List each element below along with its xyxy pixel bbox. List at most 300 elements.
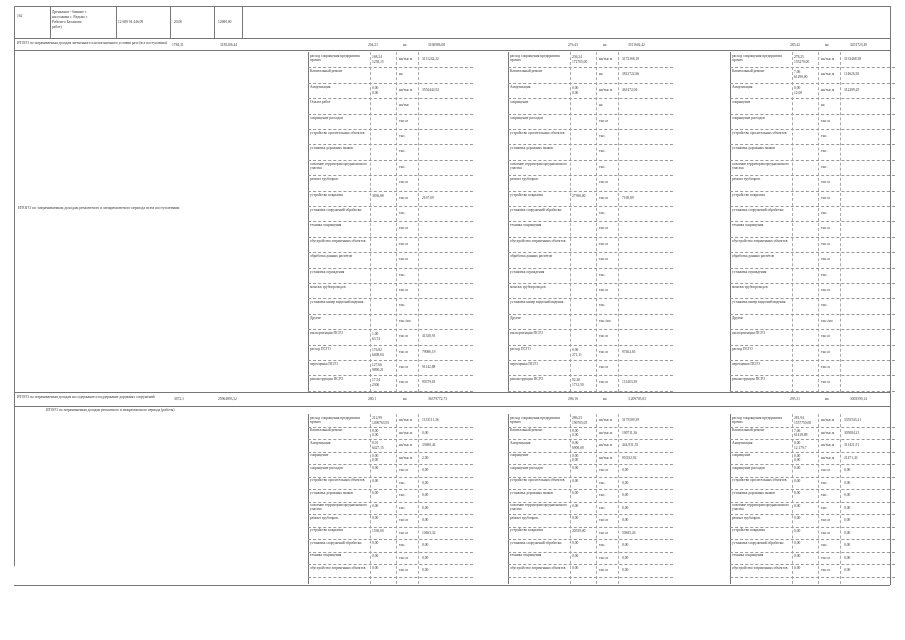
item-name: Капитальный ремонт bbox=[732, 69, 765, 74]
item-unit: на/тыс.м bbox=[599, 443, 613, 447]
item-unit: тыс.м bbox=[399, 195, 408, 200]
item-unit: тыс.м bbox=[599, 568, 608, 572]
item-name: обустройство затраченных объектов bbox=[510, 238, 566, 243]
item-name: освоение территории преднасыпного участка bbox=[310, 503, 367, 511]
row-border bbox=[14, 50, 890, 51]
item-unit: тыс. bbox=[399, 493, 406, 497]
item-name: освоение территории преднасыпного участка bbox=[732, 161, 789, 170]
item-unit: тыс. bbox=[599, 134, 606, 138]
item-name: монтаж трубопроводов bbox=[732, 285, 768, 289]
item-name: расход сокращения предприятия прочих bbox=[310, 415, 360, 424]
item-value: 0,00 bbox=[622, 493, 629, 497]
item-value: 311421,51 bbox=[844, 443, 860, 447]
item-unit: тыс. bbox=[821, 164, 828, 169]
table-row bbox=[508, 129, 673, 130]
item-name: техника сокращения bbox=[310, 553, 342, 557]
item-quantity: 172705,00 bbox=[572, 60, 588, 64]
item-value: 0,00 bbox=[844, 530, 851, 535]
item-value: 0,00 bbox=[622, 505, 629, 510]
item-value: 0,00 bbox=[422, 568, 429, 572]
item-name: сокращение расходов bbox=[732, 115, 765, 120]
item-name: устройство покрытия bbox=[510, 192, 543, 197]
table-row bbox=[730, 345, 895, 346]
item-name: установка дорожных знаков bbox=[510, 490, 553, 495]
item-unit: тыс. bbox=[599, 303, 606, 308]
item-unit: тыс. bbox=[399, 149, 406, 154]
item-unit: тыс. bbox=[399, 303, 406, 308]
item-name: монтаж трубопроводов bbox=[310, 285, 346, 289]
table-row bbox=[308, 298, 473, 299]
item-name: сокращение расходов bbox=[510, 115, 543, 120]
item-unit: тыс.м bbox=[399, 226, 408, 231]
item-value: 3133468,38 bbox=[844, 57, 862, 61]
item-unit: тыс.м bbox=[821, 349, 830, 354]
item-name: ремонт трубопров. bbox=[510, 177, 539, 182]
item-value: 0,00 bbox=[622, 518, 629, 522]
item-quantity: 20539,00 bbox=[572, 528, 586, 533]
item-quantity: 9890,21 bbox=[372, 368, 384, 372]
item-unit: тыс.м bbox=[821, 257, 830, 262]
table-row bbox=[508, 283, 673, 284]
item-unit: тыс.м bbox=[399, 568, 408, 572]
item-name: техника сокращения bbox=[510, 223, 542, 228]
item-quantity: 0,00 bbox=[372, 466, 379, 470]
item-unit: тыс.м bbox=[599, 288, 608, 292]
item-unit: тыс. bbox=[821, 272, 828, 277]
table-row bbox=[508, 160, 673, 161]
item-quantity: 0,00 bbox=[794, 553, 801, 558]
item-unit: тыс.м bbox=[599, 468, 608, 472]
item-value: 10465,32 bbox=[422, 530, 436, 535]
section-label: ИТОГО по затрачиваемым доходам ремонтного и межремонтного периода всем поступлениям bbox=[18, 205, 180, 210]
item-name: установка ограждения bbox=[732, 269, 767, 274]
item-quantity: 0,00 bbox=[572, 433, 579, 437]
table-row bbox=[308, 314, 473, 315]
item-value: 305084,21 bbox=[844, 430, 860, 435]
item-name: установка ограждения bbox=[510, 269, 545, 274]
item-name: паспортизация ПСГО bbox=[510, 331, 544, 336]
item-name: устройство оросительных объектов bbox=[510, 131, 565, 135]
item-unit: тыс.м bbox=[599, 226, 608, 231]
table-row bbox=[508, 221, 673, 222]
item-unit: тыс. bbox=[599, 480, 606, 485]
summary-value: 3451723,49 bbox=[850, 43, 868, 47]
item-name: устройство покрытия bbox=[732, 528, 765, 532]
item-quantity: 0,00 bbox=[572, 541, 579, 545]
item-unit: тыс.м bbox=[399, 180, 408, 185]
item-unit: тыс. bbox=[821, 480, 828, 485]
item-name: устройство оросительных объектов bbox=[310, 131, 365, 135]
item-name: сокращение bbox=[732, 100, 751, 105]
item-name: переоценка ПСГО bbox=[510, 362, 538, 366]
table-row bbox=[508, 329, 673, 330]
item-name: сокращение bbox=[510, 100, 529, 105]
item-value: 0,00 bbox=[422, 518, 429, 522]
item-unit: тыс./км bbox=[399, 318, 411, 323]
table-row bbox=[508, 98, 673, 99]
item-unit: тыс.м bbox=[821, 468, 830, 472]
item-unit: тыс.м bbox=[599, 380, 608, 385]
item-name: расход сокращения предприятия прочих bbox=[510, 415, 560, 424]
item-unit: тыс.м bbox=[821, 334, 830, 339]
table-row bbox=[308, 114, 473, 115]
item-unit: тыс.м bbox=[399, 349, 408, 354]
item-unit: тыс.м bbox=[821, 226, 830, 231]
item-unit: на bbox=[599, 72, 603, 77]
summary-unit: на bbox=[403, 397, 407, 401]
item-unit: тыс.м bbox=[821, 555, 830, 560]
row-border bbox=[14, 38, 890, 39]
item-unit: тыс.м bbox=[821, 288, 830, 292]
summary-value: 36379772,73 bbox=[428, 397, 447, 401]
table-row bbox=[308, 160, 473, 161]
item-name: ремонт трубопров. bbox=[310, 515, 339, 520]
table-row bbox=[308, 129, 473, 130]
summary-value: 3511602,42 bbox=[628, 43, 645, 47]
item-value: 461472,04 bbox=[622, 87, 638, 92]
item-name: Капитальный ремонт bbox=[310, 428, 343, 432]
item-quantity: 271,11 bbox=[572, 352, 582, 357]
item-name: паспортизация ПСГО bbox=[732, 331, 766, 336]
item-unit: тыс.м bbox=[399, 530, 408, 535]
column-rule bbox=[50, 6, 51, 38]
item-name: Капитальный ремонт bbox=[732, 428, 765, 432]
item-quantity: 12,179,7 bbox=[794, 445, 807, 450]
item-value: 3812722,66 bbox=[622, 72, 640, 77]
item-name: расход сокращения предприятия прочих bbox=[510, 54, 560, 62]
item-name: расход ПСГО bbox=[310, 346, 331, 351]
item-value: 0,00 bbox=[844, 480, 851, 485]
item-name: переоценка ПСГО bbox=[732, 362, 760, 366]
table-row bbox=[308, 237, 473, 238]
table-row bbox=[508, 375, 673, 376]
column-rule bbox=[242, 6, 243, 38]
item-name: обустройство затраченных объектов bbox=[310, 238, 366, 243]
table-row bbox=[308, 83, 473, 84]
item-name: Капитальный ремонт bbox=[510, 69, 543, 74]
item-unit: тыс. bbox=[599, 272, 606, 277]
item-unit: на/тыс.м bbox=[399, 87, 413, 92]
item-value: 0,00 bbox=[422, 543, 429, 547]
summary-value: 3160986,08 bbox=[428, 43, 446, 47]
item-name: техника сокращения bbox=[310, 223, 342, 228]
item-unit: тыс. bbox=[399, 272, 406, 277]
item-unit: на/тыс.м bbox=[821, 87, 835, 92]
item-value: 0,00 bbox=[622, 480, 629, 485]
item-quantity: 0,00 bbox=[572, 516, 579, 520]
item-name: установка дорожных знаков bbox=[310, 490, 353, 495]
item-name: установка дорожных знаков bbox=[310, 146, 353, 151]
item-value: 0,00 bbox=[422, 468, 429, 472]
summary-value: 3003590,14 bbox=[850, 397, 868, 401]
item-name: установка дорожных знаков bbox=[732, 146, 775, 151]
bottom-border bbox=[14, 585, 890, 586]
item-quantity: 0,00 bbox=[794, 528, 801, 533]
item-name: Капитальный ремонт bbox=[310, 69, 343, 74]
item-name: обработка данных расчётов bbox=[732, 254, 775, 259]
item-quantity: 0,00 bbox=[372, 491, 379, 495]
item-quantity: 0,00 bbox=[372, 566, 379, 570]
table-row bbox=[730, 83, 895, 84]
item-value: 0,00 bbox=[844, 505, 851, 510]
item-name: ремонт трубопров. bbox=[310, 177, 339, 182]
item-name: устройство покрытия bbox=[732, 192, 765, 197]
item-name: освоение территории преднасыпного участка bbox=[510, 503, 567, 511]
item-quantity: 1,00 bbox=[372, 332, 379, 337]
item-name: ремонт трубопров. bbox=[510, 515, 539, 520]
item-name: Другие bbox=[310, 315, 321, 320]
table-row bbox=[308, 191, 473, 192]
item-name: обработка данных расчётов bbox=[310, 254, 353, 259]
item-quantity: 286,23 bbox=[572, 416, 582, 420]
item-quantity: 0,00 bbox=[572, 478, 579, 483]
item-unit: тыс.м bbox=[599, 518, 608, 522]
item-name: Амортизация bbox=[310, 440, 331, 445]
item-quantity: 0,00 bbox=[794, 453, 801, 458]
item-value: 0,00 bbox=[422, 555, 429, 560]
item-value: 2,00 bbox=[422, 455, 429, 460]
table-row bbox=[308, 375, 473, 376]
summary-value: 3,209705,03 bbox=[628, 397, 646, 401]
item-name: сокращение расходов bbox=[310, 115, 343, 120]
item-unit: тыс.м bbox=[821, 118, 830, 123]
item-quantity: 27396,00 bbox=[572, 193, 586, 198]
table-row bbox=[508, 144, 673, 145]
item-unit: тыс.м bbox=[821, 365, 830, 369]
item-name: обработка данных расчётов bbox=[510, 254, 553, 259]
item-quantity: 127,66 bbox=[372, 363, 382, 367]
item-unit: на/тыс.м bbox=[399, 455, 413, 460]
table-row bbox=[508, 360, 673, 361]
item-unit: тыс. bbox=[599, 149, 606, 154]
item-quantity: 0,00 bbox=[572, 503, 579, 508]
item-unit: тыс.м bbox=[599, 555, 608, 560]
row-border bbox=[14, 392, 890, 393]
item-name: установка сооружений обработки bbox=[510, 208, 562, 212]
table-row bbox=[308, 329, 473, 330]
item-quantity: 2306 bbox=[372, 383, 380, 388]
item-unit: тыс. bbox=[599, 493, 606, 497]
item-name: реконструкция ПСГО bbox=[732, 377, 766, 382]
item-unit: на bbox=[821, 103, 825, 108]
item-quantity: 0,00 bbox=[572, 453, 579, 458]
item-unit: тыс.м bbox=[399, 118, 408, 123]
item-name: сокращение расходов bbox=[310, 465, 343, 470]
item-unit: тыс. bbox=[599, 543, 606, 547]
item-quantity: 168,24 bbox=[372, 55, 382, 59]
summary-unit: на bbox=[603, 397, 607, 401]
item-name: сокращение bbox=[732, 453, 751, 457]
row-number: 162 bbox=[17, 14, 23, 18]
item-unit: на/тыс.м bbox=[599, 57, 613, 61]
summary-unit: на bbox=[825, 43, 829, 47]
item-name: сокращение расходов bbox=[732, 465, 765, 470]
item-name: установка камер видеонаблюдения bbox=[732, 300, 786, 305]
total-value: 3072,1 bbox=[174, 397, 184, 401]
row-description: работ) bbox=[52, 25, 62, 29]
item-value: 33690,44 bbox=[422, 443, 436, 447]
item-name: устройство покрытия bbox=[310, 528, 343, 532]
summary-value: 204,21 bbox=[368, 43, 378, 47]
table-row bbox=[508, 237, 673, 238]
item-value: 0,00 bbox=[622, 568, 629, 572]
item-name: паспортизация ПСГО bbox=[310, 331, 344, 336]
table-row bbox=[308, 221, 473, 222]
item-quantity: 0,00 bbox=[794, 516, 801, 520]
item-quantity: 0,00 bbox=[794, 503, 801, 508]
item-name: Амортизация bbox=[310, 84, 331, 89]
item-name: установка камер видеонаблюдения bbox=[310, 300, 364, 305]
summary-value: 276,43 bbox=[568, 43, 578, 47]
item-unit: на/тыс.м bbox=[399, 418, 413, 422]
item-unit: тыс. bbox=[821, 134, 828, 138]
table-row bbox=[308, 268, 473, 269]
item-unit: тыс. bbox=[821, 303, 828, 308]
item-unit: тыс. bbox=[599, 505, 606, 510]
table-row bbox=[730, 98, 895, 99]
subsection-label: ИТОГО по затрачиваемым доходам ремонтного и межремонтного периода (работы) bbox=[46, 408, 175, 412]
item-unit: тыс.м bbox=[599, 530, 608, 535]
item-unit: тыс. bbox=[821, 149, 828, 154]
item-name: Амортизация bbox=[510, 84, 531, 89]
item-unit: тыс.м bbox=[399, 288, 408, 292]
item-quantity: 190705,05 bbox=[572, 420, 588, 425]
item-value: 79086,19 bbox=[422, 349, 436, 354]
summary-value: 295,31 bbox=[790, 397, 800, 401]
column-rule bbox=[116, 6, 117, 38]
item-name: установка дорожных знаков bbox=[732, 490, 775, 495]
item-unit: на/тыс.м bbox=[399, 443, 413, 447]
item-quantity: 0,00 bbox=[794, 85, 801, 90]
item-unit: тыс. bbox=[821, 505, 828, 510]
item-unit: на/тыс.м bbox=[821, 455, 835, 460]
total-label: ИТОГО по затрачиваемым доходам затененного и непогашенного условия разл (все поступления) bbox=[17, 41, 168, 45]
item-unit: на/тыс.м bbox=[821, 57, 835, 61]
item-unit: тыс.м bbox=[399, 241, 408, 246]
item-quantity: 0,00 bbox=[572, 428, 579, 433]
item-quantity: 0,96 bbox=[572, 347, 579, 352]
item-value: 0,00 bbox=[844, 468, 851, 472]
item-value: 190711,36 bbox=[622, 430, 638, 435]
item-value: 0,00 bbox=[622, 468, 629, 472]
table-row bbox=[730, 329, 895, 330]
item-value: 312289,29 bbox=[844, 87, 860, 92]
item-value: 21471,43 bbox=[844, 455, 858, 460]
item-unit: на/тыс.м bbox=[821, 443, 835, 447]
item-unit: тыс.м bbox=[399, 365, 408, 369]
item-quantity: 0,00 bbox=[572, 466, 579, 470]
item-quantity: 0,00 bbox=[572, 85, 579, 90]
total-value: 1784,31 bbox=[172, 43, 184, 47]
item-unit: на/тыс bbox=[399, 103, 410, 108]
row-description: насосными с. Ведьмо с bbox=[52, 15, 88, 19]
item-quantity: 7,06 bbox=[794, 428, 801, 433]
item-quantity: 7,06 bbox=[794, 70, 801, 75]
table-row bbox=[730, 298, 895, 299]
item-unit: тыс. bbox=[821, 211, 828, 215]
item-value: 0,00 bbox=[422, 480, 429, 485]
total-value: 3185206,44 bbox=[220, 43, 238, 47]
table-row bbox=[730, 577, 895, 578]
item-quantity: 6408,84 bbox=[372, 352, 384, 357]
item-value: 114626,50 bbox=[844, 72, 860, 77]
item-quantity: 281,94 bbox=[794, 416, 804, 420]
item-value: 97462,65 bbox=[622, 349, 636, 354]
item-unit: тыс.м bbox=[599, 241, 608, 246]
table-row bbox=[508, 314, 673, 315]
item-value: 0,00 bbox=[844, 568, 851, 572]
item-quantity: 12,00 bbox=[794, 90, 803, 95]
item-quantity: 1490763,93 bbox=[372, 420, 390, 425]
item-unit: тыс.м bbox=[821, 568, 830, 572]
item-name: расход сокращения предприятия прочих bbox=[732, 415, 782, 424]
item-name: установка дорожных знаков bbox=[510, 146, 553, 151]
item-unit: тыс. bbox=[599, 164, 606, 169]
item-unit: на/тыс.м bbox=[821, 430, 835, 435]
item-value: 0,00 bbox=[844, 493, 851, 497]
item-quantity: 0,00 bbox=[572, 553, 579, 558]
item-name: установка сооружений обработки bbox=[510, 540, 562, 545]
item-name: расход ПСГО bbox=[510, 346, 531, 351]
item-value: 0,00 bbox=[844, 555, 851, 560]
item-unit: на/тыс.м bbox=[599, 87, 613, 92]
item-unit: тыс.м bbox=[821, 180, 830, 185]
item-quantity: 0,00 bbox=[572, 491, 579, 495]
item-quantity: 0,00 bbox=[372, 428, 379, 433]
item-quantity: 0,00 bbox=[794, 491, 801, 495]
item-unit: тыс.м bbox=[599, 118, 608, 123]
item-quantity: 6900,00 bbox=[572, 445, 584, 450]
item-name: техника сокращения bbox=[732, 223, 764, 228]
item-value: 3355543,21 bbox=[844, 418, 862, 422]
item-unit: на/тыс.м bbox=[399, 430, 413, 435]
item-quantity: 6427,15 bbox=[372, 445, 384, 450]
item-unit: тыс. bbox=[821, 493, 828, 497]
table-row bbox=[508, 83, 673, 84]
item-quantity: 1557750,00 bbox=[794, 420, 812, 425]
table-row bbox=[508, 577, 673, 578]
item-value: 91142,88 bbox=[422, 365, 436, 369]
left-border bbox=[14, 6, 15, 566]
item-name: обустройство затраченных объектов bbox=[732, 238, 788, 243]
table-row bbox=[508, 252, 673, 253]
item-name: монтаж трубопроводов bbox=[510, 285, 546, 289]
item-unit: на/тыс.м bbox=[399, 57, 413, 61]
table-row bbox=[730, 67, 895, 68]
item-name: сокращение bbox=[510, 453, 529, 457]
table-row bbox=[508, 67, 673, 68]
item-name: расход ПСГО bbox=[732, 346, 753, 351]
table-row bbox=[730, 314, 895, 315]
table-row bbox=[730, 268, 895, 269]
summary-unit: на bbox=[825, 397, 829, 401]
item-name: установка сооружений обработки bbox=[732, 540, 784, 545]
summary-unit: на bbox=[603, 43, 607, 47]
item-quantity: 0,00 bbox=[372, 90, 379, 95]
item-unit: на/тыс.м bbox=[599, 418, 613, 422]
item-unit: тыс.м bbox=[599, 365, 608, 369]
item-quantity: 0,00 bbox=[372, 478, 379, 483]
item-value: 0,00 bbox=[622, 555, 629, 560]
item-quantity: 61418,88 bbox=[794, 433, 808, 437]
table-row bbox=[308, 206, 473, 207]
item-name: устройство покрытия bbox=[310, 192, 343, 197]
table-row bbox=[730, 283, 895, 284]
item-name: Оплата работ bbox=[310, 100, 331, 105]
item-name: освоение территории преднасыпного участка bbox=[510, 161, 567, 170]
item-name: Другие bbox=[510, 315, 521, 320]
item-quantity: 1731,50 bbox=[572, 383, 584, 388]
